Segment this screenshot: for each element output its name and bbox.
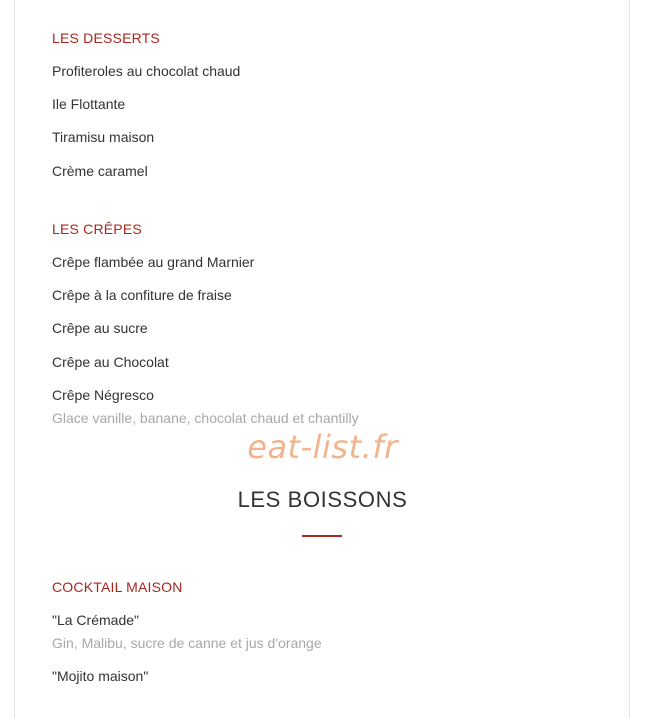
- menu-item: Crème caramel: [52, 163, 148, 179]
- section-heading-cocktail: COCKTAIL MAISON: [52, 579, 183, 595]
- menu-item: Crêpe au Chocolat: [52, 354, 169, 370]
- menu-item: Tiramisu maison: [52, 129, 155, 145]
- section-heading-crepes: LES CRÊPES: [52, 221, 142, 237]
- menu-item: "La Crémade": [52, 612, 139, 628]
- menu-item: Ile Flottante: [52, 96, 126, 112]
- menu-item: Crêpe au sucre: [52, 320, 148, 336]
- menu-item: Crêpe à la confiture de fraise: [52, 287, 232, 303]
- watermark-logo: eat-list.fr: [247, 428, 398, 466]
- section-heading-desserts: LES DESSERTS: [52, 30, 160, 46]
- menu-item: "Mojito maison": [52, 668, 149, 684]
- menu-item-description: Gin, Malibu, sucre de canne et jus d'orange: [52, 635, 322, 651]
- page-section-title: LES BOISSONS: [237, 487, 408, 512]
- menu-item: Crêpe flambée au grand Marnier: [52, 254, 255, 270]
- menu-item: Crêpe Négresco: [52, 387, 154, 403]
- menu-item: Profiteroles au chocolat chaud: [52, 63, 241, 79]
- title-divider: [302, 535, 342, 537]
- menu-item-description: Glace vanille, banane, chocolat chaud et chantilly: [52, 410, 359, 426]
